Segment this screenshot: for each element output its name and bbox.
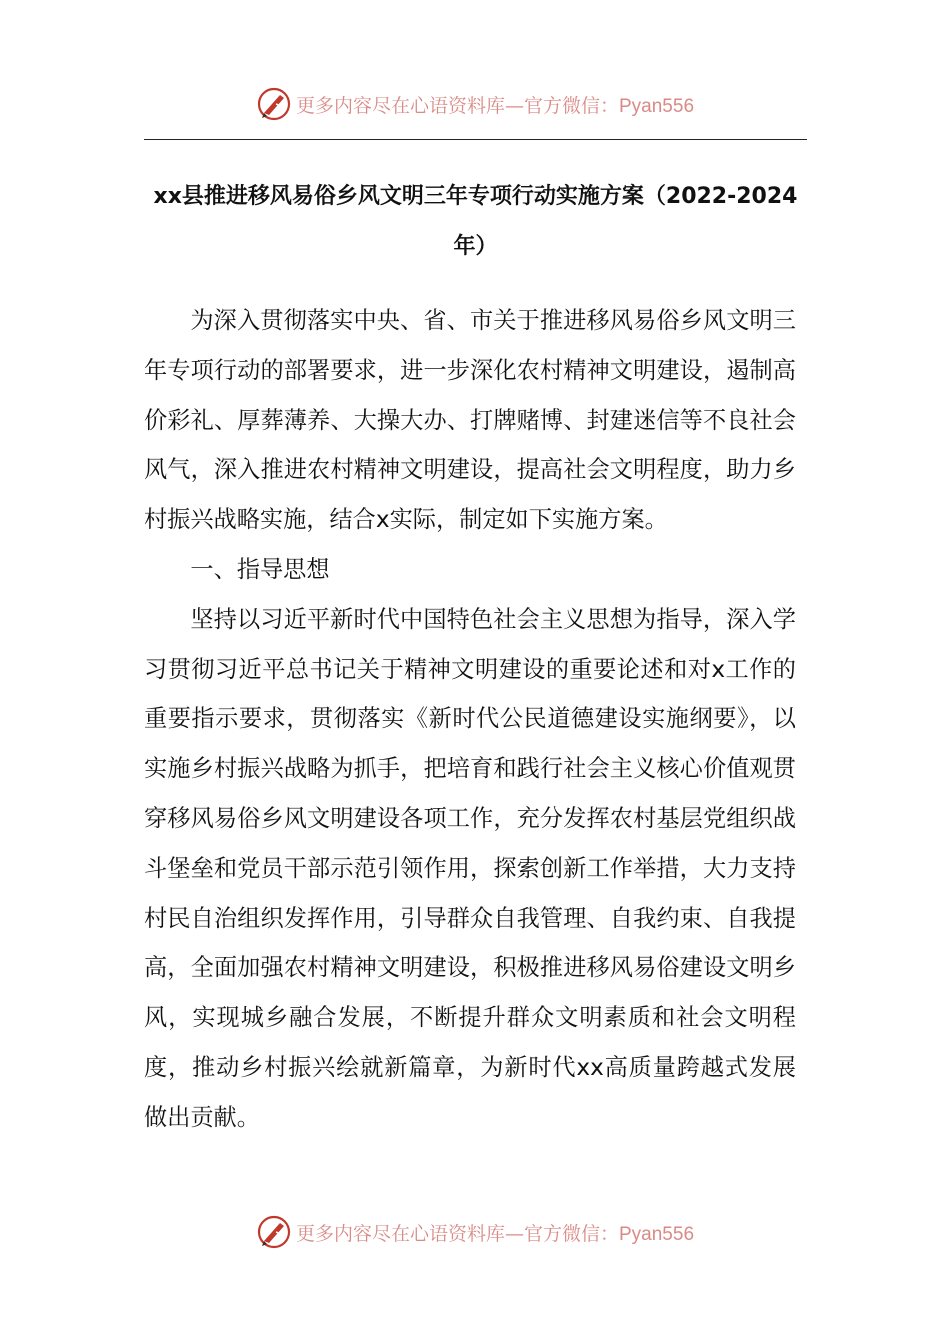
watermark-site-text: 更多内容尽在心语资料库—官方微信： <box>295 94 619 117</box>
footer-watermark-banner <box>0 1210 950 1254</box>
watermark-site-text: 更多内容尽在心语资料库—官方微信： <box>295 1222 619 1245</box>
pen-logo-icon <box>256 86 292 122</box>
guiding-principle-paragraph: 坚持以习近平新时代中国特色社会主义思想为指导，深入学习贯彻习近平总书记关于精神文明建设的重要论述和对x工作的重要指示要求，贯彻落实《新时代公民道德建设实施纲要》，以实施乡村振兴战略为抓手，把培育和践行社会主义核心价值观贯穿移风易俗乡风文明建设各项工作，充分发挥农村基层党组织战斗堡垒和党员干部示范引领作用，探索创新工作举措，大力支持村民自治组织发挥作用，引导群众自我管理、自我约束、自我提高，全面加强农村精神文明建设，积极推进移风易俗建设文明乡风，实现城乡融合发展，不断提升群众文明素质和社会文明程度，推动乡村振兴绘就新篇章，为新时代xx高质量跨越式发展做出贡献。 <box>144 605 796 1131</box>
section-heading: 一、指导思想 <box>190 555 330 583</box>
watermark-wechat-id: Pyan556 <box>619 95 695 117</box>
document-title: xx县推进移风易俗乡风文明三年专项行动实施方案（2022-2024年） <box>153 184 798 259</box>
intro-paragraph: 为深入贯彻落实中央、省、市关于推进移风易俗乡风文明三年专项行动的部署要求，进一步深化农村精神文明建设，遏制高价彩礼、厚葬薄养、大操大办、打牌赌博、封建迷信等不良社会风气，深入推进农村精神文明建设，提高社会文明程度，助力乡村振兴战略实施，结合x实际，制定如下实施方案。 <box>144 307 796 534</box>
header-divider <box>144 139 807 140</box>
watermark-wechat-id: Pyan556 <box>619 1223 695 1245</box>
watermark-text <box>296 91 694 118</box>
document-body <box>144 296 796 1143</box>
header-watermark-banner <box>0 82 950 126</box>
pen-logo-icon <box>256 1214 292 1250</box>
watermark-text <box>296 1219 694 1246</box>
